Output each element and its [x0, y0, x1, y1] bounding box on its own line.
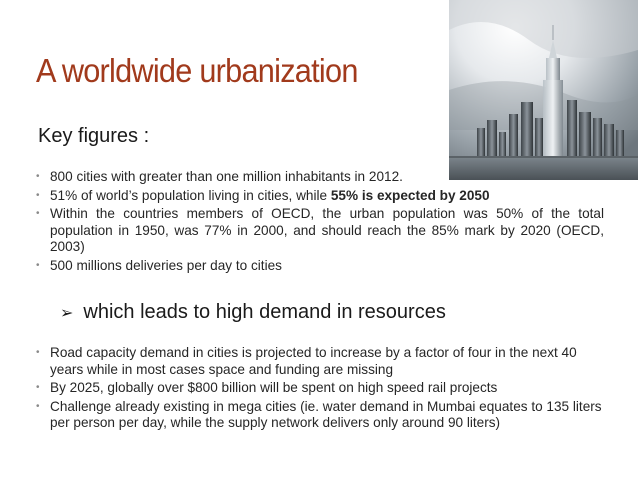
list-item: • By 2025, globally over $800 billion will be spent on high speed rail projects	[36, 380, 604, 397]
emphasis-text: 55% is expected by 2050	[330, 187, 490, 203]
key-figures-list	[36, 169, 604, 276]
key-figures-heading: Key figures :	[38, 125, 150, 147]
list-item: • Road capacity demand in cities is projected to increase by a factor of four in the next 40 years while in most cases space and funding are missing	[36, 345, 604, 378]
list-item: • 800 cities with greater than one million inhabitants in 2012.	[36, 169, 604, 186]
list-item: • Within the countries members of OECD, the urban population was 50% of the total population in 1950, was 77% in 2000, and should reach the 85% mark by 2020 (OECD, 2003)	[36, 206, 604, 256]
callout	[60, 301, 446, 324]
list-item: • 51% of world’s population living in cities, while 55% is expected by 2050	[36, 188, 604, 205]
arrow-bullet-icon: ➢	[60, 305, 74, 322]
callout-text: which leads to high demand in resources	[83, 301, 446, 323]
list-item: • Challenge already existing in mega cities (ie. water demand in Mumbai equates to 135 liters per person per day, while the supply network delivers only around 90 liters)	[36, 399, 604, 432]
demand-list	[36, 345, 604, 434]
city-skyline-image	[449, 0, 638, 180]
list-item: • 500 millions deliveries per day to cities	[36, 258, 604, 275]
slide-title: A worldwide urbanization	[36, 52, 358, 89]
